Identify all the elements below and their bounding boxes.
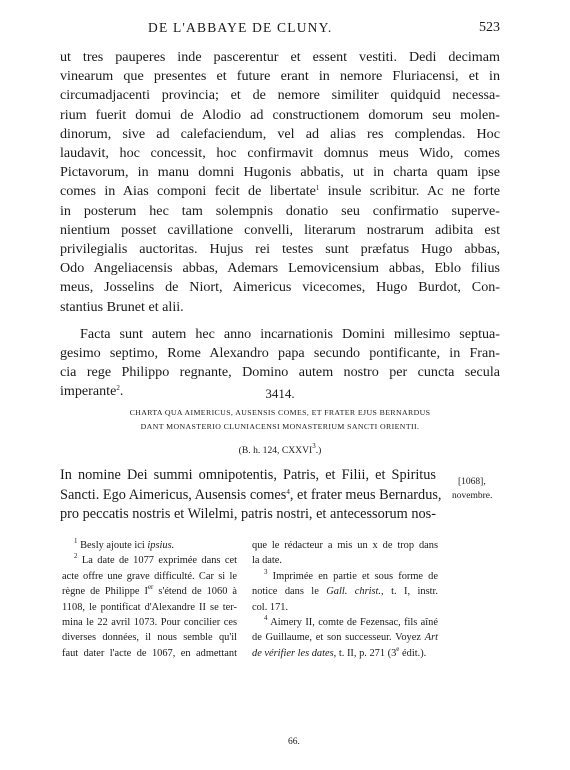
text-line: Pictavorum, in manu domni Hugonis abbatis, ut in charta quam ipse xyxy=(60,164,500,181)
footnote-2-line: mina le 22 avril 1073. Pour concilier ces xyxy=(62,617,237,629)
footnote-italic: de vérifier les dates xyxy=(252,647,334,659)
text-line: circumadjacenti provincia; et de nemore similiter quidquid necessa- xyxy=(60,87,500,104)
paragraph-1 xyxy=(60,48,500,317)
footnote-2-line xyxy=(62,584,237,599)
footnote-italic: ipsius. xyxy=(147,540,175,551)
running-head: DE L'ABBAYE DE CLUNY. xyxy=(148,20,333,35)
footnote-1 xyxy=(62,538,237,553)
footnote-2-line: diverses données, il nous semble qu'il xyxy=(62,632,237,644)
source-end: .) xyxy=(315,445,322,456)
text-line: In nomine Dei summi omnipotentis, Patris, et Filii, et Spiritus xyxy=(60,467,436,483)
footnote-2-line: 1108, le pontificat d'Alexandre II se ter- xyxy=(62,601,237,613)
text-line: privilegialis auctoritas. Hujus rei testes sunt præfatus Hugo abbas, xyxy=(60,241,500,258)
text-line: dinorum, sive ad calefaciendum, vel ad alias res complendas. Hoc xyxy=(60,125,500,142)
margin-date: [1068], xyxy=(458,477,486,487)
text-line: rium fuerit domui de Alodio ad constructionem domorum seu molen- xyxy=(60,106,500,123)
paragraph-gap xyxy=(60,317,500,325)
footnote-3-line: col. 171. xyxy=(252,601,289,613)
footnote-4-line xyxy=(252,615,438,630)
footnote-text: Besly ajoute ici xyxy=(80,540,145,551)
footnote-3-line xyxy=(252,584,438,599)
text-segment: comes in Aias componi fecit de libertate xyxy=(60,183,316,200)
charter-title-line: CHARTA QUA AIMERICUS, AUSENSIS COMES, ET FRATER EJUS BERNARDUS xyxy=(129,408,431,417)
text-line: ut tres pauperes inde pascerentur et essent vestiti. Dedi decimam xyxy=(60,49,500,65)
footnote-ref-3: 3 xyxy=(312,442,316,450)
page-number: 523 xyxy=(479,20,500,35)
footnote-text: de Guillaume, et son successeur. Voyez xyxy=(252,632,421,644)
text-line: vinearum que presentes et future erant in nemore Fluriacensi, et in xyxy=(60,68,500,85)
text-line: Facta sunt autem hec anno incarnationis Domini millesimo septua- xyxy=(80,325,500,342)
text-segment: , et frater meus Bernardus, xyxy=(289,486,442,503)
text-line: pro peccatis nostris et Wilelmi, patris nostri, et antecessorum nos- xyxy=(60,506,436,522)
footnote-ref-4: 4 xyxy=(286,487,290,496)
margin-date-note xyxy=(452,475,512,503)
charter-source xyxy=(60,442,500,456)
footnote-mark: 1 xyxy=(74,537,78,545)
charter-number: 3414. xyxy=(265,386,295,401)
text-segment: imperante xyxy=(60,383,117,400)
footnote-text: notice dans le xyxy=(252,586,319,598)
charter-title-line: DANT MONASTERIO CLUNIACENSI MONASTERIUM SANCTI ORIENTII. xyxy=(140,422,420,431)
footnote-mark: 3 xyxy=(264,567,268,576)
footnote-mark: 2 xyxy=(74,552,78,561)
text-segment: insule scribitur. Ac ne forte xyxy=(319,183,500,200)
text-line: gesimo septimo, Rome Alexandro papa secundo pontificante, in Fran- xyxy=(60,345,500,362)
footnote-text: édit.). xyxy=(402,647,427,659)
footnote-text: , t. I, instr. xyxy=(381,586,438,598)
footnote-2-line xyxy=(62,553,237,568)
footnote-text: La date de 1077 exprimée dans cet xyxy=(81,555,237,567)
footnote-text: Imprimée en partie et sous forme de xyxy=(272,570,438,582)
signature-mark: 66. xyxy=(288,737,300,747)
text-line: stantius Brunet et alii. xyxy=(60,298,184,315)
footnote-italic: Art xyxy=(424,632,438,644)
text-line xyxy=(60,486,442,506)
footnote-italic: Gall. christ. xyxy=(326,586,382,598)
text-line: cia rege Philippo regnante, Domino autem nostro per cuncta secula xyxy=(60,364,500,381)
footnote-ref-1: 1 xyxy=(315,184,320,193)
footnote-text: règne de Philippe I xyxy=(62,586,148,598)
footnote-2-line: que le rédacteur a mis un x de trop dans xyxy=(252,540,438,551)
text-line: imperante$^2$. xyxy=(60,383,124,400)
footnote-4-line xyxy=(252,630,438,645)
charter-title xyxy=(60,406,500,434)
text-line: in posterum hec tam solempnis donatio seu confirmatio superve- xyxy=(60,202,500,219)
footnote-sup: er xyxy=(147,583,154,592)
footnotes-right-column xyxy=(252,538,438,661)
text-segment: Sancti. Ego Aimericus, Ausensis comes xyxy=(60,486,287,503)
source-text: (B. h. 124, CXXVI xyxy=(238,445,313,456)
text-line: nientium posset cavillatione convelli, literarum nostrarum adibita est xyxy=(60,221,500,238)
footnotes-left-column xyxy=(62,538,237,661)
text-line: Odo Angeliacensis abbas, Ademars Lemovicensium abbas, Eblo filius xyxy=(60,260,500,277)
footnote-text: s'étend de 1060 à xyxy=(153,586,237,598)
footnote-3-line xyxy=(252,569,438,584)
footnote-mark: 4 xyxy=(264,614,268,623)
footnote-sup: e xyxy=(396,644,400,653)
footnote-text: , t. II, p. 271 (3 xyxy=(333,647,397,659)
charter-text xyxy=(60,466,442,525)
footnote-2-line: acte offre une grave difficulté. Car si le xyxy=(62,570,237,582)
footnote-2-line: faut dater l'acte de 1067, en admettant xyxy=(62,647,237,659)
text-line: meus, Josselins de Niort, Aimericus vicecomes, Hugo Burdot, Con- xyxy=(60,279,500,296)
margin-month: novembre. xyxy=(452,491,493,501)
footnote-2-line: la date. xyxy=(252,555,282,567)
footnote-ref-2: 2 xyxy=(116,384,120,393)
footnote-4-line xyxy=(252,646,438,661)
footnote-text: Aimery II, comte de Fezensac, fils aîné xyxy=(270,617,438,629)
main-text xyxy=(60,48,500,402)
page-header xyxy=(60,20,500,40)
text-line: laudavit, hoc concessit, hoc confirmavit domnus meus Wido, comes xyxy=(60,145,500,162)
text-line xyxy=(60,182,500,201)
